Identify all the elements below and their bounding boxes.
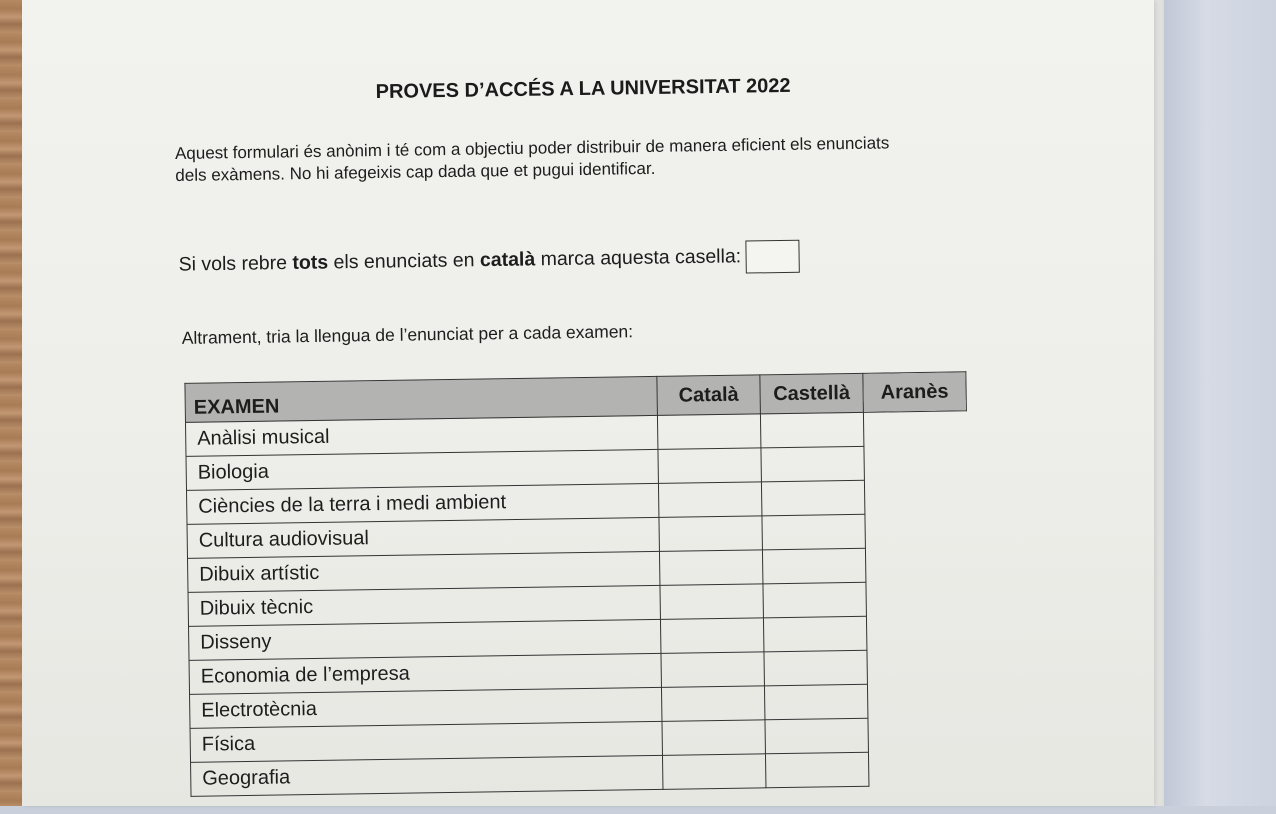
aranes-empty [866, 581, 969, 617]
exam-language-table [184, 371, 972, 797]
castella-checkbox[interactable] [765, 752, 868, 788]
aranes-empty [867, 649, 970, 685]
form-intro [175, 131, 996, 187]
exam-name: Disseny [189, 619, 661, 660]
aranes-empty [864, 479, 967, 515]
exam-name: Dibuix tècnic [188, 585, 660, 626]
exam-name: Cultura audiovisual [187, 517, 659, 558]
catalan-prompt-bold-catalan: català [479, 248, 536, 272]
catalan-prompt-bold-all: tots [292, 251, 329, 274]
exam-name: Anàlisi musical [185, 415, 657, 456]
castella-checkbox[interactable] [764, 650, 867, 686]
intro-line-1: Aquest formulari és anònim i té com a objectiu poder distribuir de manera eficient els enunciats [174, 133, 890, 164]
aranes-empty [868, 717, 971, 753]
castella-checkbox[interactable] [765, 718, 868, 754]
aranes-empty [863, 411, 966, 447]
catala-checkbox[interactable] [662, 720, 765, 756]
castella-checkbox[interactable] [763, 616, 866, 652]
catala-checkbox[interactable] [658, 448, 761, 484]
aranes-empty [867, 683, 970, 719]
catala-checkbox[interactable] [661, 686, 764, 722]
castella-checkbox[interactable] [763, 582, 866, 618]
catala-checkbox[interactable] [657, 414, 760, 450]
castella-checkbox[interactable] [762, 514, 865, 550]
exam-name: Biologia [186, 449, 658, 490]
catala-checkbox[interactable] [662, 754, 765, 790]
aranes-empty [866, 615, 969, 651]
catalan-all-prompt [178, 240, 799, 282]
aranes-empty [868, 751, 971, 787]
header-exam: EXAMEN [185, 376, 658, 422]
catala-checkbox[interactable] [659, 550, 762, 586]
catalan-prompt-text-2: els enunciats en [328, 249, 481, 274]
header-aranes: Aranès [863, 372, 967, 413]
catala-checkbox[interactable] [658, 482, 761, 518]
exam-name: Ciències de la terra i medi ambient [187, 483, 659, 524]
form-title: PROVES D’ACCÉS A LA UNIVERSITAT 2022 [375, 74, 791, 104]
catala-checkbox[interactable] [659, 516, 762, 552]
catala-checkbox[interactable] [660, 618, 763, 654]
catala-checkbox[interactable] [661, 652, 764, 688]
alternative-prompt: Altrament, tria la llengua de l’enunciat per a cada examen: [181, 321, 634, 348]
desk-background [1160, 0, 1276, 806]
catalan-prompt-text-3: marca aquesta casella: [535, 245, 742, 271]
castella-checkbox[interactable] [764, 684, 867, 720]
aranes-empty [865, 513, 968, 549]
castella-checkbox[interactable] [760, 412, 863, 448]
table-body [185, 411, 971, 797]
exam-name: Electrotècnia [190, 687, 662, 728]
aranes-empty [864, 445, 967, 481]
exam-name: Geografia [191, 755, 663, 796]
header-catala: Català [657, 375, 761, 416]
form-content [16, 0, 1160, 814]
castella-checkbox[interactable] [761, 446, 864, 482]
exam-name: Economia de l’empresa [189, 653, 661, 694]
header-castella: Castellà [760, 373, 864, 414]
all-catalan-checkbox[interactable] [745, 240, 799, 274]
catala-checkbox[interactable] [660, 584, 763, 620]
exam-name: Física [190, 721, 662, 762]
catalan-prompt-text-1: Si vols rebre [178, 251, 293, 276]
intro-line-2: dels exàmens. No hi afegeixis cap dada que et pugui identificar. [175, 158, 656, 186]
exam-name: Dibuix artístic [188, 551, 660, 592]
form-sheet [22, 0, 1154, 806]
castella-checkbox[interactable] [761, 480, 864, 516]
castella-checkbox[interactable] [762, 548, 865, 584]
aranes-empty [865, 547, 968, 583]
